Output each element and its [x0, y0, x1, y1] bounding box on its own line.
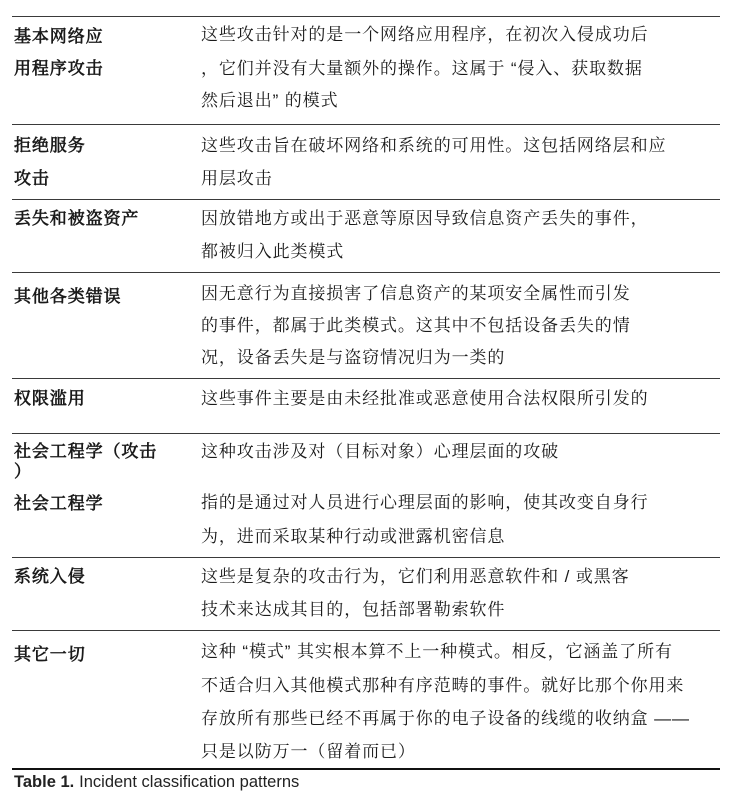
category-cell	[14, 379, 194, 433]
description-line: 因无意行为直接损害了信息资产的某项安全属性而引发	[201, 284, 631, 303]
category-cell	[14, 200, 194, 272]
category-label-line: ）	[14, 462, 32, 481]
category-label-line: 社会工程学	[14, 494, 104, 513]
description-line: 只是以防万一（留着而已）	[201, 742, 416, 761]
table-row	[12, 378, 720, 433]
description-line: 这些攻击旨在破坏网络和系统的可用性。这包括网络层和应	[201, 136, 667, 155]
description-cell	[201, 379, 720, 433]
table-bottom-rule	[12, 768, 720, 770]
category-cell	[14, 17, 194, 124]
caption-label: Table 1.	[14, 773, 75, 791]
description-cell	[201, 17, 720, 124]
description-line: 因放错地方或出于恶意等原因导致信息资产丢失的事件，	[201, 209, 649, 228]
category-cell	[14, 558, 194, 630]
table-row	[12, 199, 720, 272]
description-line: 这些事件主要是由未经批准或恶意使用合法权限所引发的	[201, 389, 649, 408]
description-line: 存放所有那些已经不再属于你的电子设备的线缆的收纳盒 ——	[201, 709, 690, 728]
description-line: 这种 “模式” 其实根本算不上一种模式。相反，它涵盖了所有	[201, 642, 673, 661]
description-cell	[201, 125, 720, 199]
category-label-line: 其他各类错误	[14, 287, 122, 306]
description-line: 况，设备丢失是与盗窃情况归为一类的	[201, 348, 506, 367]
category-label-line: 拒绝服务	[14, 136, 86, 155]
category-cell	[14, 273, 194, 378]
description-line: ，它们并没有大量额外的操作。这属于 “侵入、获取数据	[201, 59, 643, 78]
description-cell	[201, 631, 720, 769]
description-line: 这些是复杂的攻击行为，它们利用恶意软件和 / 或黑客	[201, 567, 630, 586]
table-row	[12, 124, 720, 199]
category-cell	[14, 631, 194, 769]
description-line: 都被归入此类模式	[201, 242, 345, 261]
category-label-line: 用程序攻击	[14, 59, 104, 78]
category-cell	[14, 125, 194, 199]
description-cell	[201, 434, 720, 557]
description-cell	[201, 558, 720, 630]
description-line: 不适合归入其他模式那种有序范畴的事件。就好比那个你用来	[201, 676, 685, 695]
description-cell	[201, 200, 720, 272]
description-line: 这些攻击针对的是一个网络应用程序，在初次入侵成功后	[201, 25, 649, 44]
category-label-line: 权限滥用	[14, 389, 86, 408]
table-row	[12, 630, 720, 769]
category-label-line: 其它一切	[14, 645, 86, 664]
category-label-line: 基本网络应	[14, 27, 104, 46]
description-line: 为，进而采取某种行动或泄露机密信息	[201, 527, 506, 546]
table-row	[12, 433, 720, 557]
category-label-line: 攻击	[14, 169, 50, 188]
description-line: 指的是通过对人员进行心理层面的影响，使其改变自身行	[201, 493, 649, 512]
table-row	[12, 16, 720, 124]
description-line: 然后退出” 的模式	[201, 91, 339, 110]
caption-text: Incident classification patterns	[79, 773, 300, 791]
category-label-line: 社会工程学（攻击	[14, 442, 158, 461]
description-line: 这种攻击涉及对（目标对象）心理层面的攻破	[201, 442, 559, 461]
description-line: 用层攻击	[201, 169, 273, 188]
description-line: 技术来达成其目的，包括部署勒索软件	[201, 600, 506, 619]
table-row	[12, 557, 720, 630]
category-label-line: 丢失和被盗资产	[14, 209, 140, 228]
category-label-line: 系统入侵	[14, 567, 86, 586]
table-row	[12, 272, 720, 378]
table-caption	[14, 772, 299, 792]
description-cell	[201, 273, 720, 378]
category-cell	[14, 434, 194, 557]
description-line: 的事件，都属于此类模式。这其中不包括设备丢失的情	[201, 316, 631, 335]
